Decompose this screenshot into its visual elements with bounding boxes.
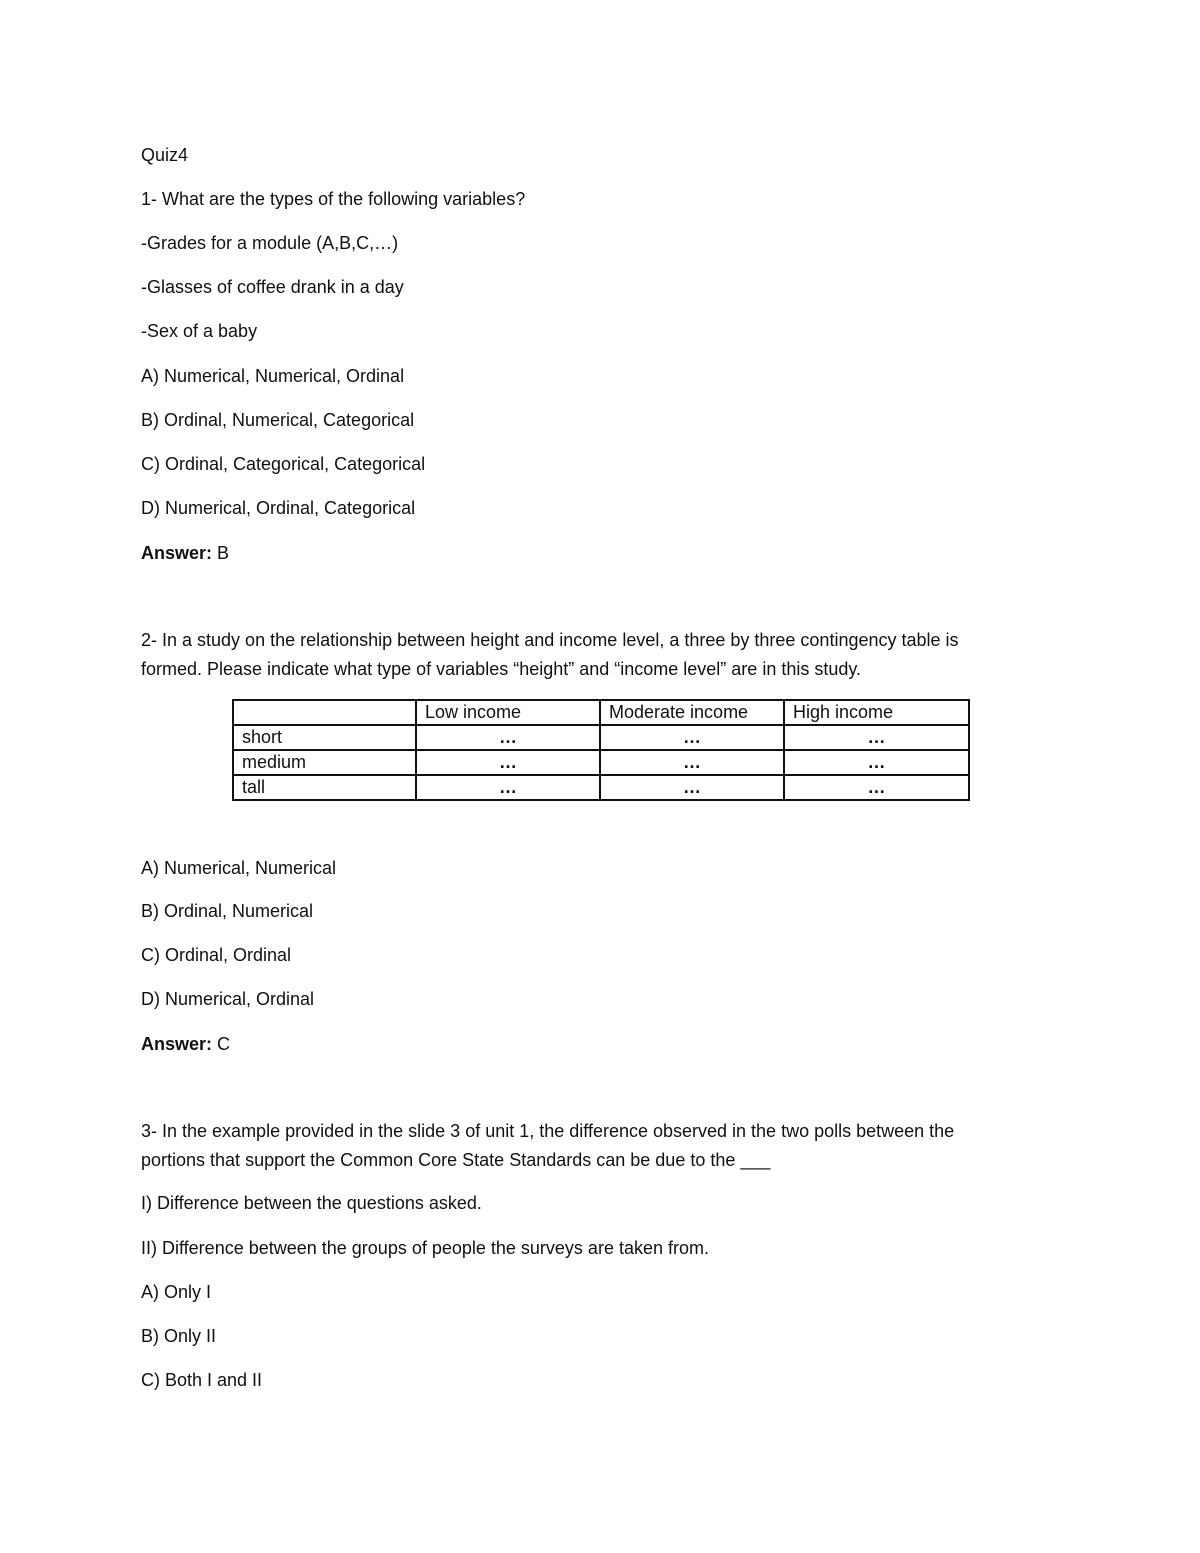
question-1-answer (141, 541, 229, 565)
table-cell: … (416, 725, 600, 750)
question-1-option-d: D) Numerical, Ordinal, Categorical (141, 498, 416, 518)
question-3-text-line2: portions that support the Common Core State Standards can be due to the ___ (141, 1150, 771, 1170)
question-3-option-a: A) Only I (141, 1282, 212, 1302)
answer-label: Answer: (141, 543, 213, 563)
table-cell: … (784, 725, 969, 750)
answer-value: B (217, 543, 230, 563)
table-header-row (233, 700, 969, 725)
question-1-text: 1- What are the types of the following variables? (141, 189, 526, 209)
question-2-answer (141, 1032, 230, 1056)
table-cell: … (600, 775, 784, 800)
table-header-cell: High income (784, 700, 969, 725)
table-cell: … (784, 750, 969, 775)
question-3-statement-2: II) Difference between the groups of people the surveys are taken from. (141, 1238, 709, 1258)
question-1-item: -Grades for a module (A,B,C,…) (141, 233, 399, 253)
question-2-option-a: A) Numerical, Numerical (141, 858, 337, 878)
table-header-cell: Moderate income (600, 700, 784, 725)
table-cell: … (600, 750, 784, 775)
question-1-option-b: B) Ordinal, Numerical, Categorical (141, 410, 415, 430)
table-cell: … (600, 725, 784, 750)
answer-label: Answer: (141, 1034, 213, 1054)
question-1-item: -Sex of a baby (141, 321, 258, 341)
table-cell: … (416, 750, 600, 775)
table-row (233, 750, 969, 775)
question-2-option-c: C) Ordinal, Ordinal (141, 945, 292, 965)
table-row (233, 775, 969, 800)
question-2-option-b: B) Ordinal, Numerical (141, 901, 314, 921)
question-3-statement-1: I) Difference between the questions asked. (141, 1193, 482, 1213)
question-3-text-line1: 3- In the example provided in the slide 3 of unit 1, the difference observed in the two polls between the (141, 1121, 955, 1141)
table-row-label: medium (233, 750, 416, 775)
question-3-option-b: B) Only II (141, 1326, 217, 1346)
question-3-option-c: C) Both I and II (141, 1370, 263, 1390)
page-title: Quiz4 (141, 145, 189, 165)
question-2-text-line1: 2- In a study on the relationship between height and income level, a three by three contingency table is (141, 630, 959, 650)
question-2-option-d: D) Numerical, Ordinal (141, 989, 315, 1009)
table-row (233, 725, 969, 750)
question-1-option-a: A) Numerical, Numerical, Ordinal (141, 366, 405, 386)
question-2-text-line2: formed. Please indicate what type of variables “height” and “income level” are in this study. (141, 659, 862, 679)
question-1-option-c: C) Ordinal, Categorical, Categorical (141, 454, 426, 474)
contingency-table (232, 699, 970, 801)
table-cell: … (784, 775, 969, 800)
answer-value: C (217, 1034, 231, 1054)
table-corner-cell (233, 700, 416, 725)
table-cell: … (416, 775, 600, 800)
table-row-label: short (233, 725, 416, 750)
table-header-cell: Low income (416, 700, 600, 725)
table-row-label: tall (233, 775, 416, 800)
question-1-item: -Glasses of coffee drank in a day (141, 277, 404, 297)
